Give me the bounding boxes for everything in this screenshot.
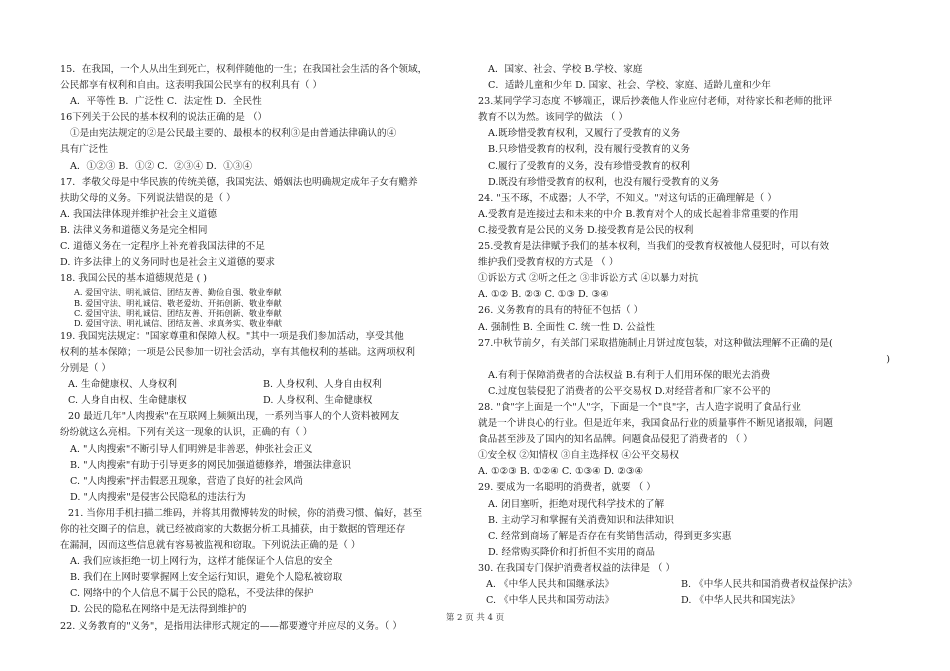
right-column — [478, 62, 890, 609]
option-text: A. 《中华人民共和国继承法》 — [486, 579, 615, 590]
question-line: C.过度包装侵犯了消费者的公平交易权 D.对经营者和厂家不公平的 — [488, 385, 771, 397]
left-column — [60, 62, 465, 635]
question-line: 24. "玉不琢，不成器；人不学，不知义。"对这句话的正确理解是（ ） — [478, 192, 777, 204]
question-line: A.有利于保障消费者的合法权益 B.有利于人们用环保的眼光去消费 — [488, 369, 771, 381]
question-line: D. 爱国守法、明礼诚信、团结友善、求真务实、敬业奉献 — [74, 318, 282, 329]
option-text: D. 《中华人民共和国宪法》 — [681, 595, 800, 607]
question-line: A. 我国法律体现并维护社会主义道德 — [60, 208, 217, 220]
option-text: B. 人身权利、人身自由权利 — [263, 379, 382, 391]
question-line: 维护我们受教育权的方式是 （ ） — [478, 257, 619, 269]
question-line: B. 爱国守法、明礼诚信、敬老爱幼、开拓创新、敬业奉献 — [74, 297, 282, 308]
question-line: ①是由宪法规定的②是公民最主要的、最根本的权利③是由普通法律确认的④ — [70, 128, 397, 140]
option-text: B. 《中华人民共和国消费者权益保护法》 — [681, 579, 858, 590]
question-line: 30. 在我国专门保护消费者权益的法律是 （ ） — [478, 562, 676, 574]
question-line: A. 我们应该拒绝一切上网行为，这样才能保证个人信息的安全 — [70, 556, 333, 568]
question-line: 19. 我国宪法规定："国家尊重和保障人权。"其中一项是我们参加活动，享受其他 — [60, 330, 404, 342]
question-line: C. "人肉搜索"抨击假恶丑现象，营造了良好的社会风尚 — [70, 475, 303, 487]
question-line: C. 经常到商场了解是否存在有奖销售活动，得到更多实惠 — [488, 530, 732, 542]
question-line: 扶助父母的义务。下列说法错误的是（ ） — [60, 192, 236, 204]
question-line: A．平等性 B．广泛性 C．法定性 D．全民性 — [70, 96, 262, 108]
question-line: ①诉讼方式 ②听之任之 ③非诉讼方式 ④以暴力对抗 — [478, 273, 699, 285]
option-row — [478, 577, 890, 593]
question-line: 食品甚至涉及了国内的知名品牌。问题食品侵犯了消费者的 （ ） — [478, 434, 753, 446]
question-line: B. 法律义务和道德义务是完全相同 — [60, 224, 208, 236]
question-line: 教育不以为然。该同学的做法 （ ） — [478, 112, 629, 124]
question-line: 21. 当你用手机扫描二维码，并将其用微博转发的时候，你的消费习惯、偏好，甚至 — [68, 507, 423, 519]
question-line: C. 爱国守法、明礼诚信、团结友善、开拓创新、敬业奉献 — [74, 308, 282, 319]
question-line: 25.受教育是法律赋予我们的基本权利，当我们的受教育权被他人侵犯时，可以有效 — [478, 241, 830, 253]
question-line: B. "人肉搜索"有助于引导更多的网民加强道德修养，增强法律意识 — [70, 459, 352, 471]
question-line: A．国家、社会、学校 B.学校、家庭 — [488, 64, 643, 75]
question-line: ①安全权 ②知情权 ③自主选择权 ④公平交易权 — [478, 450, 680, 462]
question-line: 28. "食"字上面是一个"人"字，下面是一个"良"字，古人造字说明了食品行业 — [478, 401, 802, 413]
question-line: 你的社交圈子的信息，就已经被商家的大数据分析工具捕获，由于数据的管理还存 — [60, 524, 406, 535]
question-line: A. ①②③ B. ①②④ C. ①③④ D. ②③④ — [478, 466, 644, 478]
question-line: 公民都享有权利和自由。这表明我国公民享有的权利具有（ ） — [60, 80, 323, 92]
question-line: A. 爱国守法、明礼诚信、团结友善、勤俭自强、敬业奉献 — [74, 287, 282, 298]
question-line: ) — [886, 353, 890, 365]
question-line: 具有广泛性 — [60, 144, 108, 156]
question-line: A. "人肉搜索"不断引导人们明辨是非善恶，伸张社会正义 — [70, 443, 313, 455]
question-line: A.受教育是连接过去和未来的中介 B.教育对个人的成长起着非常重要的作用 — [478, 208, 799, 220]
question-line: B. 主动学习和掌握有关消费知识和法律知识 — [488, 514, 674, 526]
question-line: C. 道德义务在一定程序上补充着我国法律的不足 — [60, 241, 265, 253]
question-line: D. 公民的隐私在网络中是无法得到维护的 — [70, 604, 247, 616]
question-line: 26. 义务教育的具有的特征不包括（ ） — [478, 305, 644, 317]
question-line: D. 许多法律上的义务同时也是社会主义道德的要求 — [60, 257, 275, 269]
option-text: C. 人身自由权、生命健康权 — [68, 395, 187, 407]
question-line: C．适龄儿童和少年 D. 国家、社会、学校、家庭、适龄儿童和少年 — [488, 80, 771, 92]
option-text: D. 人身权利、生命健康权 — [263, 395, 373, 407]
question-line: 就是一个讲良心的行业。但是近年来，我国食品行业的质量事件不断见诸报端，问题 — [478, 418, 833, 430]
question-line: 22. 义务教育的"义务"，是指用法律形式规定的——都要遵守并应尽的义务。（ ） — [60, 620, 402, 632]
question-line: D. "人肉搜索"是侵害公民隐私的违法行为 — [70, 491, 246, 503]
question-line: 29. 要成为一名聪明的消费者，就要 （ ） — [478, 482, 656, 494]
question-line: A. 闭目塞听，拒绝对现代科学技术的了解 — [488, 498, 665, 510]
question-line: A．①②③ B．①② C．②③④ D．①③④ — [70, 160, 253, 172]
question-line: 16下列关于公民的基本权利的说法正确的是 （） — [60, 112, 268, 124]
question-line: 权利的基本保障；一项是公民参加一切社会活动，享有其他权利的基础。这两项权利 — [60, 346, 415, 358]
question-line: 23.某同学学习态度 不够端正，课后抄袭他人作业应付老师，对待家长和老师的批评 — [478, 96, 833, 108]
option-text: A. 生命健康权、人身权利 — [68, 379, 177, 391]
question-line: 17．孝敬父母是中华民族的传统美德，我国宪法、婚姻法也明确规定成年子女有赡养 — [60, 176, 418, 188]
question-line: 分别是（ ） — [60, 363, 112, 375]
question-line: 18. 我国公民的基本道德规范是 ( ) — [60, 273, 208, 285]
option-row — [60, 377, 465, 393]
question-line: A. ①② B. ②③ C. ①③ D. ③④ — [478, 289, 609, 301]
question-line: B.只珍惜受教育的权利，没有履行受教育的义务 — [488, 144, 690, 156]
question-line: 20 最近几年"人肉搜索"在互联网上频频出现，一系列当事人的个人资料被网友 — [68, 411, 400, 423]
option-row — [478, 593, 890, 609]
page-footer: 第 2 页 共 4 页 — [445, 613, 505, 623]
option-text: C. 《中华人民共和国劳动法》 — [486, 595, 615, 607]
question-line: C.履行了受教育的义务，没有珍惜受教育的权利 — [488, 160, 690, 172]
question-line: 纷纷就这么亮相。下列有关这一现象的认识，正确的有（ ） — [60, 427, 313, 439]
question-line: 在漏洞，因而这些信息就有容易被监视和窃取。下列说法正确的是（ ） — [60, 540, 361, 552]
question-line: D. 经常购买降价和打折但不实用的商品 — [488, 546, 655, 558]
question-line: A. 强制性 B. 全面性 C. 统一性 D. 公益性 — [478, 321, 655, 333]
question-line: D.既没有珍惜受教育的权利，也没有履行受教育的义务 — [488, 176, 720, 188]
question-line: 27.中秋节前夕，有关部门采取措施制止月饼过度包装，对这种做法理解不正确的是( — [478, 337, 833, 349]
question-line: B. 我们在上网时要掌握网上安全运行知识，避免个人隐私被窃取 — [70, 572, 343, 584]
question-line: 15．在我国，一个人从出生到死亡，权利伴随他的一生；在我国社会生活的各个领域， — [60, 64, 428, 75]
question-line: A.既珍惜受教育权利，又履行了受教育的义务 — [488, 128, 681, 140]
question-line: C. 网络中的个人信息不属于公民的隐私，不受法律的保护 — [70, 588, 314, 600]
question-line: C.接受教育是公民的义务 D.接受教育是公民的权利 — [478, 224, 694, 236]
option-row — [60, 393, 465, 409]
